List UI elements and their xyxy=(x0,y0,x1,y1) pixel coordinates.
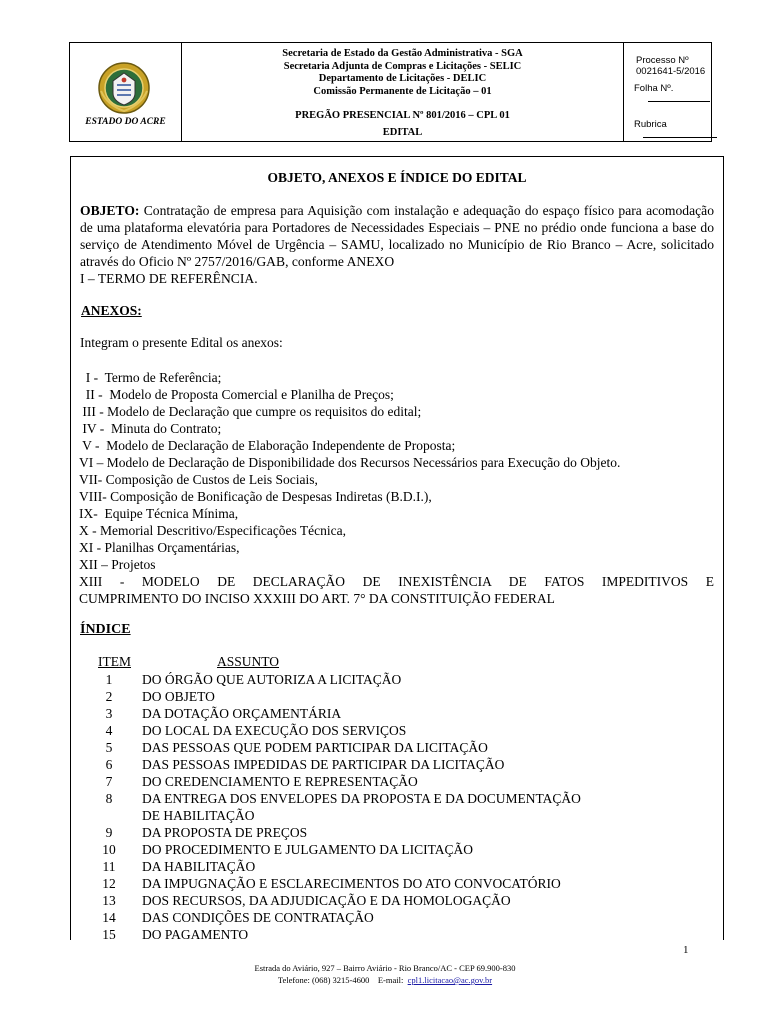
folha-field xyxy=(634,83,711,105)
footer-address: Estrada do Aviário, 927 – Bairro Aviário - Rio Branco/AC - CEP 69.900-830 xyxy=(254,963,516,973)
rubrica-label: Rubrica xyxy=(634,119,667,130)
page-number: 1 xyxy=(683,944,689,956)
processo-number: Processo Nº 0021641-5/2016 xyxy=(636,55,706,77)
index-item-number: 7 xyxy=(105,774,113,789)
agency-line: Comissão Permanente de Licitação – 01 xyxy=(313,85,492,97)
annex-item: CUMPRIMENTO DO INCISO XXXIII DO ART. 7° DA CONSTITUIÇÃO FEDERAL xyxy=(79,591,555,606)
index-item-subject: DA HABILITAÇÃO xyxy=(142,859,256,874)
index-item-subject: DA PROPOSTA DE PREÇOS xyxy=(142,825,308,840)
index-item-subject: DO LOCAL DA EXECUÇÃO DOS SERVIÇOS xyxy=(142,723,407,738)
objeto-text: Contratação de empresa para Aquisição com instalação e adequação do espaço físico para acomodação de uma plataforma elevatória para Portadores de Necessidades Especiais – PNE no prédio onde funciona a base do serviço de Atendimento Móvel de Urgência – SAMU, localizado no Município de Rio Branco – Acre, solicitado através do Oficio Nº 2757/2016/GAB, conforme ANEXO xyxy=(80,203,714,269)
footer-email-link[interactable]: cpl1.licitacao@ac.gov.br xyxy=(407,975,493,985)
folha-label: Folha Nº. xyxy=(634,83,674,94)
index-item-subject: DO OBJETO xyxy=(142,689,215,704)
edital-label: EDITAL xyxy=(382,127,423,138)
pregao-label: PREGÃO PRESENCIAL Nº 801/2016 – CPL 01 xyxy=(295,110,510,121)
index-item-number: 4 xyxy=(105,723,113,738)
index-column-item: ITEM xyxy=(98,654,131,669)
index-item-subject: DO PAGAMENTO xyxy=(142,927,249,942)
integram-text: Integram o presente Edital os anexos: xyxy=(80,335,283,350)
annex-item: X - Memorial Descritivo/Especificações Técnica, xyxy=(79,523,347,538)
index-item-subject: DO ÓRGÃO QUE AUTORIZA A LICITAÇÃO xyxy=(142,672,402,687)
annex-item: II - Modelo de Proposta Comercial e Planilha de Preços; xyxy=(79,387,394,402)
annex-item: XII – Projetos xyxy=(79,557,156,572)
index-item-subject: DAS CONDIÇÕES DE CONTRATAÇÃO xyxy=(142,910,374,925)
index-item-number: 1 xyxy=(105,672,113,687)
index-item-number: 13 xyxy=(102,893,116,908)
index-item-number: 11 xyxy=(102,859,116,874)
objeto-paragraph xyxy=(80,202,714,287)
header-emblem-cell xyxy=(70,43,182,141)
indice-heading: ÍNDICE xyxy=(80,622,131,637)
index-item-number: 10 xyxy=(102,842,116,857)
index-item-number: 12 xyxy=(102,876,116,891)
index-item-subject: DA IMPUGNAÇÃO E ESCLARECIMENTOS DO ATO CONVOCATÓRIO xyxy=(142,876,561,891)
agency-line: Secretaria de Estado da Gestão Administrativa - SGA xyxy=(282,48,523,59)
folha-blank-line xyxy=(648,101,710,102)
annex-list xyxy=(79,369,714,607)
index-item-subject: DAS PESSOAS IMPEDIDAS DE PARTICIPAR DA LICITAÇÃO xyxy=(142,757,505,772)
annex-item: XIII - MODELO DE DECLARAÇÃO DE INEXISTÊNCIA DE FATOS IMPEDITIVOS E xyxy=(79,574,714,589)
anexos-heading: ANEXOS: xyxy=(81,303,142,318)
agency-line: Secretaria Adjunta de Compras e Licitações - SELIC xyxy=(283,60,522,72)
agency-block xyxy=(182,48,623,98)
index-item-number: 15 xyxy=(102,927,116,942)
rubrica-field xyxy=(634,119,717,141)
annex-item: VI – Modelo de Declaração de Disponibilidade dos Recursos Necessários para Execução do Objeto. xyxy=(79,455,621,470)
annex-item: V - Modelo de Declaração de Elaboração Independente de Proposta; xyxy=(79,438,456,453)
state-coat-of-arms-icon xyxy=(97,61,151,115)
index-item-number: 14 xyxy=(102,910,116,925)
header-process-cell xyxy=(624,43,711,141)
annex-item: III - Modelo de Declaração que cumpre os requisitos do edital; xyxy=(79,404,422,419)
document-body xyxy=(70,156,724,940)
agency-line: Departamento de Licitações - DELIC xyxy=(318,73,487,85)
index-item-number: 5 xyxy=(105,740,113,755)
annex-item: IV - Minuta do Contrato; xyxy=(79,421,222,436)
page-title: OBJETO, ANEXOS E ÍNDICE DO EDITAL xyxy=(267,170,527,185)
index-item-subject: DOS RECURSOS, DA ADJUDICAÇÃO E DA HOMOLOGAÇÃO xyxy=(142,893,511,908)
index-item-subject: DO PROCEDIMENTO E JULGAMENTO DA LICITAÇÃO xyxy=(142,842,474,857)
annex-item: XI - Planilhas Orçamentárias, xyxy=(79,540,240,555)
index-item-subject: DAS PESSOAS QUE PODEM PARTICIPAR DA LICITAÇÃO xyxy=(142,740,488,755)
index-item-subject: DA DOTAÇÃO ORÇAMENTÁRIA xyxy=(142,706,342,721)
footer-phone: Telefone: (068) 3215-4600 E-mail: xyxy=(277,975,408,985)
annex-item: VII- Composição de Custos de Leis Sociais, xyxy=(79,472,318,487)
annex-item: IX- Equipe Técnica Mínima, xyxy=(79,506,239,521)
estado-label: ESTADO DO ACRE xyxy=(85,117,166,127)
index-item-subject: DA ENTREGA DOS ENVELOPES DA PROPOSTA E DA DOCUMENTAÇÃO xyxy=(142,791,581,806)
index-item-number: 6 xyxy=(105,757,113,772)
document-header xyxy=(69,42,712,142)
objeto-label: OBJETO: xyxy=(80,203,140,218)
annex-item: I - Termo de Referência; xyxy=(79,370,222,385)
annex-item: VIII- Composição de Bonificação de Despesas Indiretas (B.D.I.), xyxy=(79,489,432,504)
index-item-subject: DE HABILITAÇÃO xyxy=(142,808,255,823)
footer-contact xyxy=(0,974,770,986)
index-item-subject: DO CREDENCIAMENTO E REPRESENTAÇÃO xyxy=(142,774,418,789)
page-footer xyxy=(0,962,770,986)
objeto-tail: I – TERMO DE REFERÊNCIA. xyxy=(80,271,258,286)
index-column-assunto: ASSUNTO xyxy=(217,654,280,669)
index-item-number: 8 xyxy=(105,791,113,806)
index-item-number: 2 xyxy=(105,689,113,704)
header-agency-cell xyxy=(182,43,624,141)
rubrica-blank-line xyxy=(643,137,717,138)
index-item-number: 3 xyxy=(105,706,113,721)
index-item-number: 9 xyxy=(105,825,113,840)
